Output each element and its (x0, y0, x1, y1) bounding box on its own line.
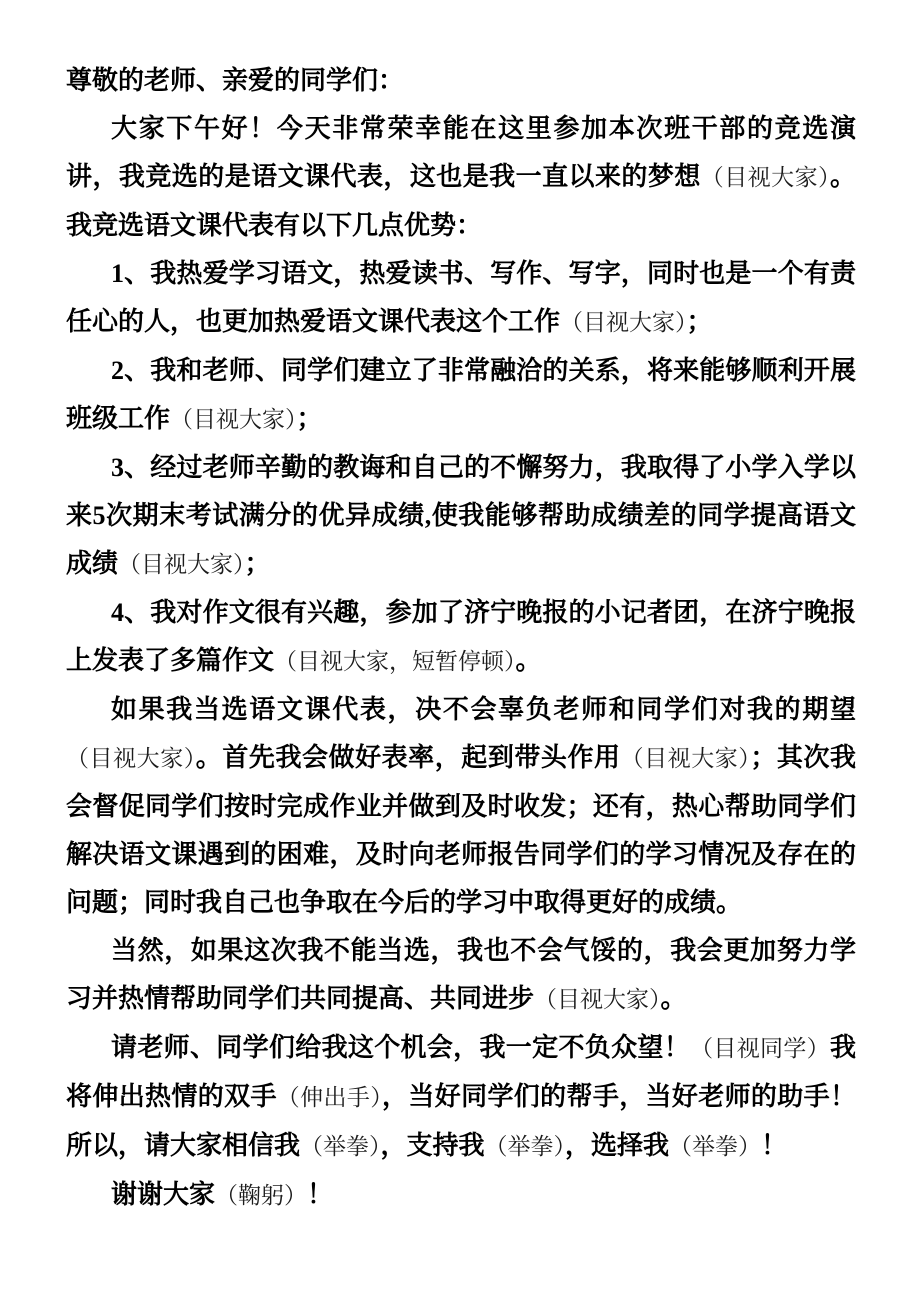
opening-paragraph (66, 105, 856, 250)
speech-text: 尊敬的老师、亲爱的同学们： (66, 66, 405, 95)
advantage-item-2 (66, 347, 856, 444)
speech-text: 大家下午好！今天非常荣幸能在这里参加本次班干部的竞选演讲，我竞选的是语文课代表，这也是我一直以来的梦想 (66, 114, 856, 191)
speech-text: 如果我当选语文课代表，决不会辜负老师和同学们对我的期望 (111, 695, 856, 724)
closing-paragraph (66, 1171, 856, 1220)
stage-direction: （目视大家） (700, 165, 830, 190)
stage-direction: （目视大家） (118, 552, 245, 577)
speech-text: ！ (761, 1131, 788, 1160)
stage-direction: （目视大家） (534, 987, 661, 1012)
if-not-elected-paragraph (66, 927, 856, 1024)
advantage-item-4 (66, 589, 856, 686)
speech-text: ，支持我 (380, 1131, 485, 1160)
speech-text: ； (244, 549, 271, 578)
speech-text: ，选择我 (565, 1131, 670, 1160)
stage-direction: （鞠躬） (215, 1183, 308, 1208)
stage-direction: （目视大家） (66, 746, 196, 771)
document-body (66, 57, 856, 1220)
speech-text: ！ (307, 1180, 334, 1209)
speech-text: 我将伸出热情的双手 (66, 1033, 856, 1111)
speech-text: 。首先我会做好表率，起到带头作用 (195, 743, 621, 772)
stage-direction: （举拳） (484, 1134, 566, 1159)
speech-text: 。我竞选语文课代表有以下几点优势： (66, 162, 856, 240)
stage-direction: （举拳） (300, 1134, 381, 1159)
speech-text: ； (686, 307, 713, 336)
speech-text: 4、我对作文很有兴趣，参加了济宁晚报的小记者团，在济宁晚报上发表了多篇作文 (66, 598, 856, 675)
speech-text: ，当好同学们的帮手，当好老师的助手！所以，请大家相信我 (66, 1082, 856, 1160)
stage-direction: （目视大家） (560, 310, 687, 335)
salutation (66, 57, 856, 105)
speech-text: 1、我热爱学习语文，热爱读书、写作、写字，同时也是一个有责任心的人，也更加热爱语文课代表这个工作 (66, 259, 856, 336)
stage-direction: （目视同学） (690, 1036, 830, 1061)
speech-text: 3、经过老师辛勤的教诲和自己的不懈努力，我取得了小学入学以来5次期末考试满分的优异成绩,使我能够帮助成绩差的同学提高语文成绩 (66, 453, 856, 578)
speech-text: 谢谢大家 (111, 1180, 216, 1209)
speech-text: ；其次我会督促同学们按时完成作业并做到及时收发；还有，热心帮助同学们解决语文课遇到的困难，及时向老师报告同学们的学习情况及存在的问题；同时我自己也争取在今后的学习中取得更好的成绩。 (66, 743, 857, 917)
advantage-item-3 (66, 444, 856, 589)
stage-direction: （目视大家，短暂停顿） (274, 649, 516, 674)
speech-text: 2、我和老师、同学们建立了非常融洽的关系，将来能够顺利开展班级工作 (66, 356, 856, 433)
stage-direction: （目视大家） (620, 746, 751, 771)
advantage-item-1 (66, 250, 856, 347)
stage-direction: （举拳） (669, 1134, 762, 1159)
stage-direction: （伸出手） (276, 1085, 383, 1110)
speech-text: 。 (660, 984, 687, 1013)
appeal-paragraph (66, 1024, 856, 1171)
speech-text: 。 (515, 646, 542, 675)
speech-text: 当然，如果这次我不能当选，我也不会气馁的，我会更加努力学习并热情帮助同学们共同提高、共同进步 (66, 936, 856, 1013)
stage-direction: （目视大家） (170, 407, 297, 432)
speech-text: ； (296, 404, 323, 433)
speech-text: 请老师、同学们给我这个机会，我一定不负众望！ (111, 1033, 691, 1062)
commitment-paragraph (66, 686, 856, 927)
